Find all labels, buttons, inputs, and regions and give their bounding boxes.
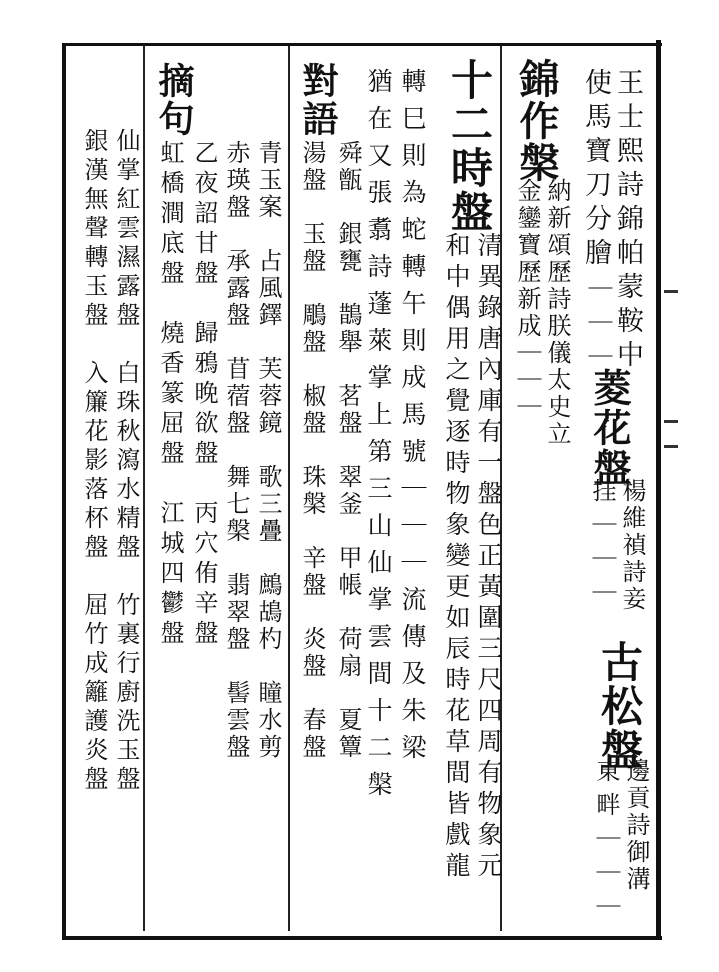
section-heading: 摘句	[153, 62, 195, 138]
text-column: 仙掌紅雲濕露盤 白珠秋瀉水精盤 竹裏行廚洗玉盤	[112, 128, 140, 795]
edge-mark	[664, 420, 678, 423]
text-column: 金鑾寶歷新成｜｜｜	[513, 178, 541, 421]
text-column: 乙夜詔甘盤 歸鴉晚欲盤 丙穴侑辛盤	[190, 140, 218, 650]
text-column: 和中偶用之覺逐時物象變更如辰時花草間皆戲龍	[442, 232, 471, 883]
entry-note: 挂｜｜｜	[588, 478, 616, 614]
text-column: 猶在又張翥詩蓬萊掌上第三山仙掌雲間十二槃	[364, 68, 393, 808]
entry-title: 古松盤	[595, 640, 644, 772]
edge-mark	[664, 445, 678, 448]
entry-title: 十二時盤	[445, 58, 494, 234]
column-rule	[143, 46, 145, 931]
text-column: 清異錄唐內庫有一盤色正黃圍三尺四周有物象元	[474, 232, 503, 883]
text-column: 轉巳則為蛇轉午則成馬號｜｜｜流傳及朱梁	[398, 68, 427, 771]
text-column: 王士熙詩錦帕蒙鞍中	[612, 68, 643, 374]
column-rule	[288, 46, 290, 931]
text-column: 使馬寶刀分膾	[580, 68, 611, 272]
entry-note: 邊貢詩御溝	[622, 758, 650, 893]
entry-note: 東畔｜｜｜	[592, 758, 620, 928]
text-column: 虹橋澗底盤 燒香篆屈盤 江城四鬱盤	[156, 140, 184, 650]
page-frame	[62, 43, 662, 940]
text-column: 銀漢無聲轉玉盤 入簾花影落杯盤 屈竹成籬護炎盤	[80, 128, 108, 795]
dash-marks: ｜｜｜	[584, 276, 612, 378]
page-edge-border	[656, 40, 661, 936]
entry-title: 菱花盤	[587, 368, 632, 488]
text-column: 赤瑛盤 承露盤 苜蓿盤 舞七槃 翡翠盤 髻雲盤	[222, 140, 250, 761]
text-column: 青玉案 占風鐸 芙蓉鏡 歌三疊 鷓鴣杓 瞳水剪	[254, 140, 282, 761]
entry-title: 錦作槃	[513, 58, 560, 184]
section-heading: 對語	[297, 62, 339, 138]
text-column: 湯盤 玉盤 鵰盤 椒盤 珠槃 辛盤 炎盤 春盤	[298, 140, 326, 761]
text-column: 舜甑 銀甕 鵲舉 茗盤 翠釜 甲帳 荷扇 夏簟	[334, 140, 362, 761]
edge-mark	[664, 290, 678, 293]
entry-note: 楊維禎詩妾	[618, 478, 646, 613]
text-column: 納新頌歷詩朕儀太史立	[543, 178, 571, 448]
